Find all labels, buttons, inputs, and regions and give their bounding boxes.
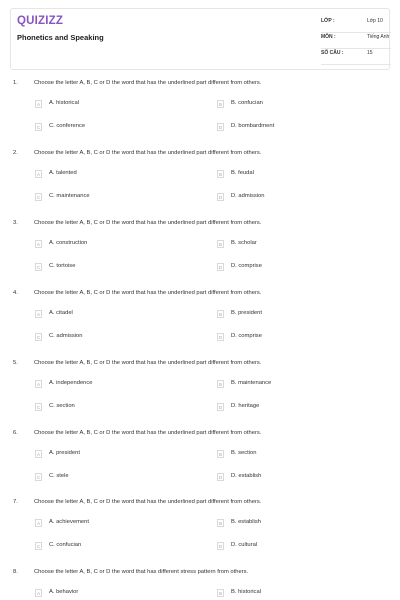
meta-label: MÔN : [321, 34, 336, 40]
option-text: D. bombardment [231, 123, 275, 129]
option-text: D. heritage [231, 403, 260, 409]
question-text: Choose the letter A, B, C or D the word that has the underlined part different from others. [34, 80, 262, 86]
option-letter-box: D [218, 405, 223, 410]
option-text: B. maintenance [231, 380, 272, 386]
quizizz-logo: QUIZIZZ [17, 15, 64, 27]
meta-row-count [321, 49, 391, 65]
option-text: C. admission [49, 333, 83, 339]
option-letter-box: B [218, 521, 223, 526]
option-letter-box: C [36, 195, 41, 200]
worksheet-meta [321, 17, 391, 65]
option-letter-box: A [36, 172, 41, 177]
option-text: B. section [231, 450, 257, 456]
question-number: 5. [13, 360, 18, 366]
option-text: A. construction [49, 240, 88, 246]
option-letter-box: A [36, 242, 41, 247]
option-letter-box: B [218, 102, 223, 107]
option-letter-box: A [36, 102, 41, 107]
option-text: A. behavior [49, 589, 79, 595]
option-text: A. historical [49, 100, 79, 106]
question-text: Choose the letter A, B, C or D the word that has the underlined part different from others. [34, 499, 262, 505]
option-letter-box: D [218, 265, 223, 270]
question-number: 4. [13, 290, 18, 296]
option-text: A. independence [49, 380, 93, 386]
option-text: A. president [49, 450, 80, 456]
meta-row-grade [321, 17, 391, 33]
option-text: A. citadel [49, 310, 73, 316]
question-8 [0, 569, 400, 600]
meta-label: LỚP : [321, 18, 335, 24]
option-text: B. scholar [231, 240, 257, 246]
question-1 [0, 80, 400, 150]
option-text: C. tortoise [49, 263, 76, 269]
question-text: Choose the letter A, B, C or D the word that has the underlined part different from others. [34, 220, 262, 226]
option-text: B. historical [231, 589, 261, 595]
meta-label: SỐ CÂU : [321, 50, 344, 56]
worksheet-title: Phonetics and Speaking [17, 33, 104, 42]
question-3 [0, 220, 400, 290]
question-number: 1. [13, 80, 18, 86]
option-text: D. comprise [231, 333, 262, 339]
option-letter-box: D [218, 475, 223, 480]
worksheet-header [10, 8, 390, 70]
question-2 [0, 150, 400, 220]
option-letter-box: B [218, 172, 223, 177]
option-text: C. stele [49, 473, 69, 479]
question-number: 8. [13, 569, 18, 575]
option-text: B. confucian [231, 100, 263, 106]
option-letter-box: D [218, 335, 223, 340]
question-number: 3. [13, 220, 18, 226]
option-text: A. talented [49, 170, 77, 176]
option-text: C. confucian [49, 542, 82, 548]
option-text: B. feudal [231, 170, 254, 176]
option-letter-box: B [218, 242, 223, 247]
option-text: D. comprise [231, 263, 262, 269]
option-letter-box: B [218, 591, 223, 596]
question-number: 7. [13, 499, 18, 505]
question-text: Choose the letter A, B, C or D the word that has the underlined part different from others. [34, 150, 262, 156]
option-letter-box: C [36, 125, 41, 130]
option-text: B. president [231, 310, 262, 316]
option-letter-box: C [36, 405, 41, 410]
question-4 [0, 290, 400, 360]
option-letter-box: A [36, 591, 41, 596]
option-letter-box: A [36, 521, 41, 526]
option-text: D. cultural [231, 542, 258, 548]
option-letter-box: C [36, 265, 41, 270]
option-text: A. achievement [49, 519, 89, 525]
option-letter-box: B [218, 452, 223, 457]
option-text: B. establish [231, 519, 261, 525]
option-letter-box: D [218, 544, 223, 549]
option-letter-box: A [36, 312, 41, 317]
option-text: D. admission [231, 193, 265, 199]
question-number: 2. [13, 150, 18, 156]
option-text: D. establish [231, 473, 262, 479]
option-letter-box: B [218, 312, 223, 317]
option-text: C. section [49, 403, 75, 409]
question-7 [0, 499, 400, 569]
question-text: Choose the letter A, B, C or D the word that has different stress pattern from others. [34, 569, 249, 575]
question-5 [0, 360, 400, 430]
option-letter-box: A [36, 452, 41, 457]
option-letter-box: C [36, 335, 41, 340]
option-letter-box: A [36, 382, 41, 387]
option-letter-box: D [218, 195, 223, 200]
option-letter-box: C [36, 544, 41, 549]
question-text: Choose the letter A, B, C or D the word that has the underlined part different from others. [34, 290, 262, 296]
option-text: C. conference [49, 123, 86, 129]
option-letter-box: B [218, 382, 223, 387]
meta-value: Lớp 10 [367, 18, 383, 24]
question-text: Choose the letter A, B, C or D the word that has the underlined part different from others. [34, 430, 262, 436]
question-6 [0, 430, 400, 500]
meta-value: 15 [367, 50, 373, 56]
option-letter-box: C [36, 475, 41, 480]
meta-row-subject [321, 33, 391, 49]
question-text: Choose the letter A, B, C or D the word that has the underlined part different from others. [34, 360, 262, 366]
meta-value: Tiếng Anh [367, 34, 390, 40]
option-text: C. maintenance [49, 193, 90, 199]
option-letter-box: D [218, 125, 223, 130]
question-number: 6. [13, 430, 18, 436]
